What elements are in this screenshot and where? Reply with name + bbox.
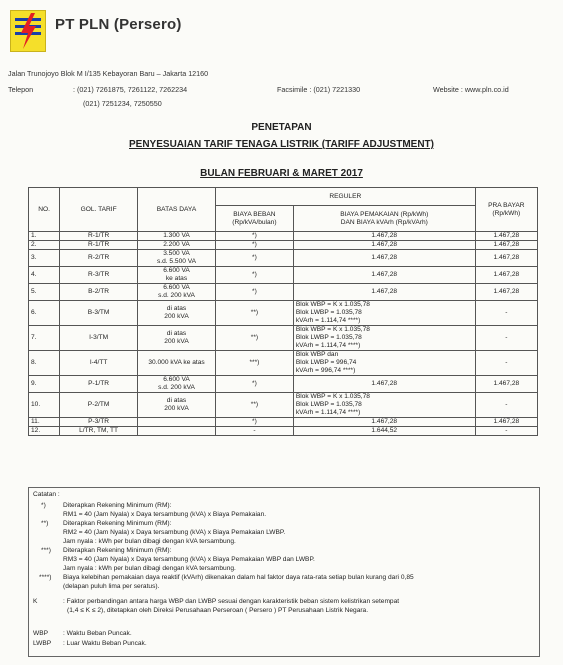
row-gol-tarif: R-1/TR (60, 232, 138, 241)
row-pra-bayar: - (475, 301, 537, 326)
note4-mark: ****) (39, 574, 52, 581)
row-gol-tarif: R-1/TR (60, 241, 138, 250)
row-biaya-beban: *) (215, 267, 293, 284)
row-pra-bayar: - (475, 351, 537, 376)
header-batas-daya: BATAS DAYA (138, 188, 216, 232)
note2-text: Diterapkan Rekening Minimum (RM): (63, 520, 172, 527)
note3-jam: Jam nyala : kWh per bulan dibagi dengan kVA tersambung. (63, 565, 236, 572)
header-reguler: REGULER (215, 188, 475, 206)
row-biaya-beban: *) (215, 250, 293, 267)
row-pra-bayar: - (475, 427, 537, 436)
note1-rm: RM1 = 40 (Jam Nyala) x Daya tersambung (kVA) x Biaya Pemakaian. (63, 511, 267, 518)
notes-box (28, 487, 540, 657)
telepon-label: Telepon (8, 85, 34, 94)
row-no: 3. (29, 250, 60, 267)
row-no: 12. (29, 427, 60, 436)
facsimile: Facsimile : (021) 7221330 (277, 85, 361, 94)
table-row (29, 418, 538, 427)
row-biaya-beban: *) (215, 241, 293, 250)
row-batas-daya (138, 418, 216, 427)
row-batas-daya: 2.200 VA (138, 241, 216, 250)
title-line1: PENETAPAN (251, 122, 312, 133)
table-row (29, 427, 538, 436)
row-pra-bayar: 1.467,28 (475, 418, 537, 427)
wbp-text: : Waktu Beban Puncak. (63, 630, 132, 637)
row-biaya-beban: - (215, 427, 293, 436)
row-pra-bayar: 1.467,28 (475, 241, 537, 250)
row-gol-tarif: R-2/TR (60, 250, 138, 267)
row-biaya-pemakaian: 1.644,52 (293, 427, 475, 436)
row-batas-daya: 30.000 kVA ke atas (138, 351, 216, 376)
wbp-mark: WBP (33, 630, 49, 637)
row-no: 7. (29, 326, 60, 351)
telepon-2: (021) 7251234, 7250550 (83, 99, 162, 108)
row-no: 1. (29, 232, 60, 241)
note1-mark: *) (41, 502, 46, 509)
table-row (29, 301, 538, 326)
row-batas-daya: 1.300 VA (138, 232, 216, 241)
row-no: 6. (29, 301, 60, 326)
row-no: 10. (29, 393, 60, 418)
row-pra-bayar: 1.467,28 (475, 267, 537, 284)
row-batas-daya: 3.500 VA s.d. 5.500 VA (138, 250, 216, 267)
row-batas-daya: di atas 200 kVA (138, 326, 216, 351)
row-biaya-beban: ***) (215, 351, 293, 376)
lwbp-mark: LWBP (33, 640, 52, 647)
row-batas-daya: di atas 200 kVA (138, 393, 216, 418)
notes-heading: Catatan : (33, 491, 60, 498)
row-gol-tarif: P-2/TM (60, 393, 138, 418)
k-text: : Faktor perbandingan antara harga WBP dan LWBP sesuai dengan karakteristik beban sistem kelistrikan setempat (63, 598, 400, 605)
telepon-1: : (021) 7261875, 7261122, 7262234 (73, 85, 188, 94)
row-batas-daya: 6.600 VA ke atas (138, 267, 216, 284)
row-batas-daya: di atas 200 kVA (138, 301, 216, 326)
header-pra-bayar: PRA BAYAR (Rp/kWh) (475, 188, 537, 232)
table-row (29, 250, 538, 267)
pln-logo (10, 10, 46, 52)
row-batas-daya: 6.600 VA s.d. 200 kVA (138, 376, 216, 393)
row-biaya-pemakaian: 1.467,28 (293, 376, 475, 393)
row-gol-tarif: B-2/TR (60, 284, 138, 301)
note3-text: Diterapkan Rekening Minimum (RM): (63, 547, 172, 554)
row-batas-daya: 6.600 VA s.d. 200 kVA (138, 284, 216, 301)
row-biaya-beban: *) (215, 418, 293, 427)
row-biaya-pemakaian: 1.467,28 (293, 267, 475, 284)
website: Website : www.pln.co.id (433, 85, 509, 94)
tariff-table (28, 187, 538, 436)
row-biaya-pemakaian: Blok WBP = K x 1.035,78 Blok LWBP = 1.035,78 kVArh = 1.114,74 ****) (293, 326, 475, 351)
note2-rm: RM2 = 40 (Jam Nyala) x Daya tersambung (kVA) x Biaya Pemakaian LWBP. (63, 529, 286, 536)
note3-rm: RM3 = 40 (Jam Nyala) x Daya tersambung (kVA) x Biaya Pemakaian WBP dan LWBP. (63, 556, 315, 563)
row-gol-tarif: R-3/TR (60, 267, 138, 284)
table-row (29, 284, 538, 301)
row-no: 2. (29, 241, 60, 250)
note2-jam: Jam nyala : kWh per bulan dibagi dengan kVA tersambung. (63, 538, 236, 545)
note4-text: Biaya kelebihan pemakaian daya reaktif (kVArh) dikenakan dalam hal faktor daya rata-rata setiap bulan kurang dari 0,85 (63, 574, 414, 581)
table-row (29, 241, 538, 250)
table-row (29, 376, 538, 393)
row-gol-tarif: I-3/TM (60, 326, 138, 351)
lwbp-text: : Luar Waktu Beban Puncak. (63, 640, 147, 647)
note3-mark: ***) (41, 547, 51, 554)
row-biaya-beban: **) (215, 393, 293, 418)
k-mark: K (33, 598, 38, 605)
header-biaya-beban: BIAYA BEBAN (Rp/kVA/bulan) (215, 206, 293, 232)
row-biaya-pemakaian: 1.467,28 (293, 418, 475, 427)
row-gol-tarif: B-3/TM (60, 301, 138, 326)
row-gol-tarif: P-3/TR (60, 418, 138, 427)
row-gol-tarif: I-4/TT (60, 351, 138, 376)
header-biaya-pemakaian: BIAYA PEMAKAIAN (Rp/kWh) DAN BIAYA kVArh (Rp/kVArh) (293, 206, 475, 232)
row-biaya-pemakaian: 1.467,28 (293, 284, 475, 301)
table-row (29, 326, 538, 351)
row-no: 5. (29, 284, 60, 301)
row-biaya-beban: **) (215, 326, 293, 351)
note2-mark: **) (41, 520, 49, 527)
table-row (29, 351, 538, 376)
note1-text: Diterapkan Rekening Minimum (RM): (63, 502, 172, 509)
row-pra-bayar: 1.467,28 (475, 250, 537, 267)
row-biaya-beban: **) (215, 301, 293, 326)
row-pra-bayar: 1.467,28 (475, 284, 537, 301)
table-row (29, 267, 538, 284)
row-no: 4. (29, 267, 60, 284)
row-gol-tarif: L/TR, TM, TT (60, 427, 138, 436)
address: Jalan Trunojoyo Blok M I/135 Kebayoran Baru – Jakarta 12160 (8, 69, 209, 78)
row-biaya-pemakaian: Blok WBP = K x 1.035,78 Blok LWBP = 1.035,78 kVArh = 1.114,74 ****) (293, 393, 475, 418)
row-biaya-beban: *) (215, 376, 293, 393)
company-name: PT PLN (Persero) (55, 16, 182, 33)
note4-cont: (delapan puluh lima per seratus). (63, 583, 160, 590)
row-biaya-pemakaian: 1.467,28 (293, 232, 475, 241)
row-biaya-pemakaian: Blok WBP dan Blok LWBP = 996,74 kVArh = 996,74 ****) (293, 351, 475, 376)
row-pra-bayar: 1.467,28 (475, 376, 537, 393)
row-biaya-beban: *) (215, 232, 293, 241)
header-gol-tarif: GOL. TARIF (60, 188, 138, 232)
table-row (29, 232, 538, 241)
row-biaya-beban: *) (215, 284, 293, 301)
row-biaya-pemakaian: 1.467,28 (293, 250, 475, 267)
row-biaya-pemakaian: Blok WBP = K x 1.035,78 Blok LWBP = 1.035,78 kVArh = 1.114,74 ****) (293, 301, 475, 326)
title-line2: PENYESUAIAN TARIF TENAGA LISTRIK (TARIFF ADJUSTMENT) (129, 139, 434, 150)
row-pra-bayar: 1.467,28 (475, 232, 537, 241)
row-batas-daya (138, 427, 216, 436)
title-line3: BULAN FEBRUARI & MARET 2017 (200, 168, 363, 179)
header-no: NO. (29, 188, 60, 232)
row-no: 8. (29, 351, 60, 376)
row-gol-tarif: P-1/TR (60, 376, 138, 393)
table-row (29, 393, 538, 418)
row-biaya-pemakaian: 1.467,28 (293, 241, 475, 250)
row-no: 11. (29, 418, 60, 427)
row-pra-bayar: - (475, 393, 537, 418)
k-range: (1,4 ≤ K ≤ 2), ditetapkan oleh Direksi Perusahaan Perseroan ( Persero ) PT Perusahaan Listrik Negara. (67, 607, 369, 614)
row-pra-bayar: - (475, 326, 537, 351)
row-no: 9. (29, 376, 60, 393)
